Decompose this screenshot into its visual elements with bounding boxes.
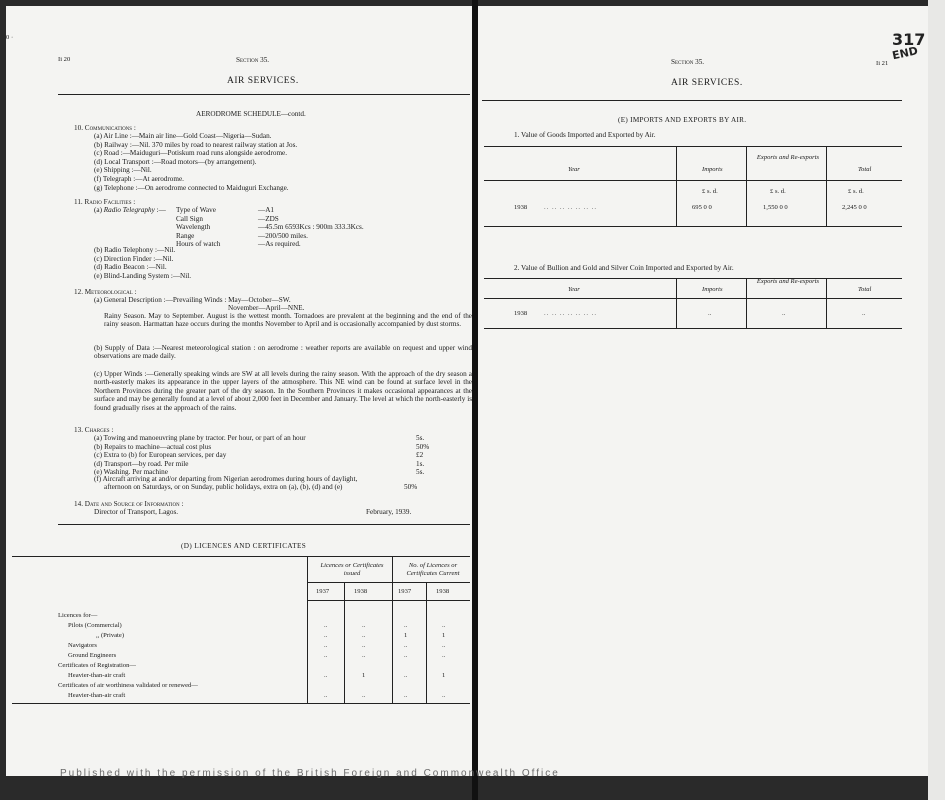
adjacent-page-edge: [928, 0, 945, 800]
radio-row: [176, 240, 364, 249]
comm-item: (f) Telegraph :—At aerodrome.: [94, 174, 184, 183]
licence-row: [6, 662, 472, 672]
t2-imports: ..: [708, 310, 712, 317]
comm-list: [94, 132, 297, 192]
title-rule: [482, 100, 902, 101]
licence-row: [6, 642, 472, 652]
col-year: Year: [568, 286, 580, 293]
col-divider: [676, 146, 677, 226]
year-1938: 1938: [436, 588, 450, 595]
radio-value: —200/500 miles.: [258, 231, 308, 240]
radio-row: [176, 232, 364, 241]
licence-value: ..: [442, 642, 446, 649]
licence-value: ..: [324, 652, 328, 659]
table1-rule: [484, 146, 902, 147]
licence-value: 1: [442, 672, 446, 679]
left-page: [6, 6, 472, 776]
charge-f1: (f) Aircraft arriving at and/or departing from Nigerian aerodromes during hours of daylight,: [94, 475, 358, 483]
met-a2: November—April—NNE.: [228, 304, 305, 312]
met-head: 12. Meteorological :: [74, 288, 137, 296]
radio-key: Call Sign: [176, 214, 203, 223]
col-divider: [826, 146, 827, 226]
charge-text: (a) Towing and manoeuvring plane by tractor. Per hour, or part of an hour: [94, 434, 306, 442]
radio-tel-label: (a) Radio Telegraphy :—: [94, 206, 166, 214]
lic-col1-head: Licences or Certificates issued: [320, 562, 384, 577]
charge-value: £2: [416, 451, 424, 460]
charges-list: [94, 434, 434, 477]
comm-item: (g) Telephone :—On aerodrome connected to Maiduguri Exchange.: [94, 183, 289, 192]
table1-rule: [484, 180, 902, 181]
met-c: (c) Upper Winds :—Generally speaking winds are SW at all levels during the rainy season. With the approach of the dry season a north-easterly makes its appearance in the upper layers of the atmosphere. This NE wind can be found at surface level in the Northern Provinces during the greater part of the dry season. In the Southern Provinces it makes occasional appearances at the surface and may be generally found at a level of about 2,000 feet in December and January. The level at which the north-easterly is found gradually rises at the approach of the rains.: [94, 370, 472, 412]
t1-year: 1938: [514, 204, 528, 211]
licence-value: ..: [404, 672, 408, 679]
licence-value: 1: [404, 632, 408, 639]
licence-value: ..: [362, 692, 366, 699]
licence-value: ..: [442, 622, 446, 629]
col-divider: [676, 278, 677, 328]
col-total: Total: [858, 166, 872, 173]
radio-key: Wavelength: [176, 223, 211, 232]
charge-row: [94, 460, 434, 469]
licence-value: ..: [324, 632, 328, 639]
handwritten-page-number: 317 END: [891, 30, 926, 63]
lic-col2-head: No. of Licences or Certificates Current: [406, 562, 460, 577]
col-imports: Imports: [702, 286, 723, 293]
licence-row: [6, 622, 472, 632]
col-total: Total: [858, 286, 872, 293]
radio-value: —A1: [258, 206, 274, 214]
col-divider: [746, 278, 747, 328]
licence-value: ..: [404, 652, 408, 659]
licence-label: Licences for—: [58, 612, 98, 619]
col-year: Year: [568, 166, 580, 173]
licence-row: [6, 652, 472, 662]
charge-text: (c) Extra to (b) for European services, per day: [94, 451, 227, 460]
radio-item: (c) Direction Finder :—Nil.: [94, 254, 174, 263]
licence-value: 1: [442, 632, 446, 639]
table2-rule: [484, 278, 902, 279]
col-exports: Exports and Re-exports: [756, 278, 820, 285]
radio-item: (e) Blind-Landing System :—Nil.: [94, 271, 192, 280]
currency-imports: £ s. d.: [702, 188, 718, 195]
header-rule: [307, 600, 470, 601]
radio-key: Hours of watch: [176, 240, 221, 249]
radio-rows: [176, 206, 364, 249]
radio-head: 11. Radio Facilities :: [74, 198, 136, 206]
t1-total: 2,245 0 0: [842, 204, 867, 211]
charge-f-value: 50%: [404, 483, 418, 491]
licence-value: ..: [362, 652, 366, 659]
licence-label: Heavier-than-air craft: [68, 692, 126, 699]
licence-label: Certificates of air worthiness validated or renewed—: [58, 682, 198, 689]
question-2: 2. Value of Bullion and Gold and Silver Coin Imported and Exported by Air.: [514, 264, 734, 272]
col-imports: Imports: [702, 166, 723, 173]
licence-row: [6, 692, 472, 702]
corner-mark: 0 ·: [6, 34, 14, 41]
met-a3: Rainy Season. May to September. August is the wettest month. Tornadoes are prevalent at the beginning and the end of the rainy season. Harmattan haze occurs during the months November to April and is occasionally accompanied by dust storms.: [104, 312, 472, 329]
section-label: Section 35.: [236, 56, 270, 64]
licences-top-rule: [12, 556, 470, 557]
radio-item: (d) Radio Beacon :—Nil.: [94, 263, 167, 272]
page-title: AIR SERVICES.: [227, 76, 299, 86]
radio-row: [176, 223, 364, 232]
licence-value: ..: [362, 632, 366, 639]
page-ref: Ii 20: [58, 56, 71, 63]
page-title: AIR SERVICES.: [671, 78, 743, 88]
charge-value: 5s.: [416, 434, 425, 442]
charge-text: (d) Transport—by road. Per mile: [94, 459, 189, 468]
comm-item: (b) Railway :—Nil. 370 miles by road to nearest railway station at Jos.: [94, 140, 298, 149]
comm-head: 10. Communications :: [74, 124, 136, 132]
schedule-title: AERODROME SCHEDULE—contd.: [196, 110, 306, 118]
radio-items: [94, 246, 191, 280]
radio-value: —As required.: [258, 240, 301, 249]
info-date: February, 1939.: [366, 508, 412, 516]
table1-rule: [484, 226, 902, 227]
licences-title: (D) LICENCES AND CERTIFICATES: [181, 542, 307, 550]
licence-label: ,, (Private): [96, 632, 125, 639]
licence-value: ..: [324, 692, 328, 699]
charge-value: 1s.: [416, 459, 425, 468]
info-source: Director of Transport, Lagos.: [94, 508, 179, 516]
licence-label: Pilots (Commercial): [68, 622, 122, 629]
currency-exports: £ s. d.: [770, 188, 786, 195]
year-1938: 1938: [354, 588, 368, 595]
charge-f2: afternoon on Saturdays, or on Sunday, public holidays, extra on (a), (b), (d) and (e): [104, 483, 343, 491]
met-b: (b) Supply of Data :—Nearest meteorological station : on aerodrome : weather reports are available on request and upper wind observations are made daily.: [94, 344, 472, 361]
col-exports: Exports and Re-exports: [756, 154, 820, 161]
charge-text: (e) Washing. Per machine: [94, 468, 168, 477]
licence-value: ..: [404, 622, 408, 629]
leader-dots: .. .. .. .. .. .. ..: [544, 310, 597, 317]
table2-rule: [484, 328, 902, 329]
t2-exports: ..: [782, 310, 786, 317]
licence-value: ..: [324, 642, 328, 649]
licence-value: ..: [362, 642, 366, 649]
licence-value: ..: [324, 672, 328, 679]
ie-title: (E) IMPORTS AND EXPORTS BY AIR.: [618, 116, 747, 124]
charges-head: 13. Charges :: [74, 426, 114, 434]
licences-bottom-rule: [12, 703, 470, 704]
radio-row: [176, 206, 364, 215]
col-divider: [826, 278, 827, 328]
radio-key: Range: [176, 231, 195, 240]
info-head: 14. Date and Source of Information :: [74, 500, 184, 508]
title-rule: [58, 94, 470, 95]
section-label: Section 35.: [671, 58, 705, 66]
col-divider: [746, 146, 747, 226]
charge-value: 50%: [416, 442, 430, 451]
licences-rows: [6, 612, 472, 702]
licence-value: 1: [362, 672, 366, 679]
licence-label: Certificates of Registration—: [58, 662, 137, 669]
t2-year: 1938: [514, 310, 528, 317]
radio-value: —45.5m 6593Kcs : 900m 333.3Kcs.: [258, 223, 364, 232]
licence-row: [6, 672, 472, 682]
licence-value: ..: [442, 652, 446, 659]
licence-value: ..: [442, 692, 446, 699]
page-ref: Ii 21: [876, 60, 889, 67]
licence-row: [6, 682, 472, 692]
licence-label: Ground Engineers: [68, 652, 117, 659]
year-1937: 1937: [316, 588, 330, 595]
comm-item: (a) Air Line :—Main air line—Gold Coast—Nigeria—Sudan.: [94, 132, 272, 140]
charge-row: [94, 451, 434, 460]
comm-item: (c) Road :—Maiduguri—Potiskum road runs alongside aerodrome.: [94, 149, 288, 158]
t1-exports: 1,550 0 0: [763, 204, 788, 211]
year-1937: 1937: [398, 588, 412, 595]
licence-label: Navigators: [68, 642, 97, 649]
licence-row: [6, 612, 472, 622]
radio-key: Type of Wave: [176, 206, 216, 214]
licence-value: ..: [404, 692, 408, 699]
question-1: 1. Value of Goods Imported and Exported by Air.: [514, 131, 656, 139]
right-page: [478, 6, 928, 776]
t1-imports: 695 0 0: [692, 204, 712, 211]
charge-value: 5s.: [416, 468, 425, 477]
comm-item: (e) Shipping :—Nil.: [94, 166, 152, 175]
licence-value: ..: [404, 642, 408, 649]
footer-watermark: Published with the permission of the British Foreign and Commonwealth Office: [60, 768, 560, 779]
radio-item: (b) Radio Telephony :—Nil.: [94, 246, 176, 254]
radio-row: [176, 215, 364, 224]
table2-rule: [484, 298, 902, 299]
licence-value: ..: [362, 622, 366, 629]
met-a1: (a) General Description :—Prevailing Winds : May—October—SW.: [94, 296, 291, 304]
leader-dots: .. .. .. .. .. .. ..: [544, 204, 597, 211]
header-rule: [307, 582, 470, 583]
charge-row: [94, 434, 434, 443]
charge-text: (b) Repairs to machine—actual cost plus: [94, 442, 212, 451]
licence-value: ..: [324, 622, 328, 629]
section-rule: [58, 524, 470, 525]
licence-label: Heavier-than-air craft: [68, 672, 126, 679]
radio-value: —ZDS: [258, 214, 279, 223]
charge-row: [94, 443, 434, 452]
t2-total: ..: [862, 310, 866, 317]
currency-total: £ s. d.: [848, 188, 864, 195]
licence-row: [6, 632, 472, 642]
comm-item: (d) Local Transport :—Road motors—(by arrangement).: [94, 157, 257, 166]
